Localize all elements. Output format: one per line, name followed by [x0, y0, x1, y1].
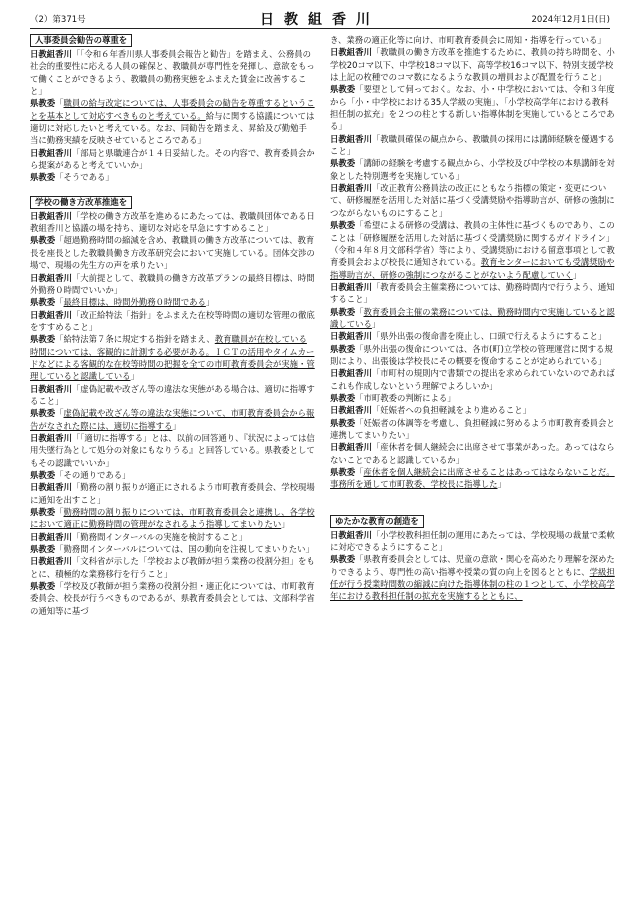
paragraph-text: 「要望として伺っておく。なお、小・中学校においては、令和３年度から「小・中学校における35人学級の実施」、「小学校高学年における教科担任制の拡充」を２つの柱とする新しい指導体制を実施しているところである」 [330, 84, 615, 132]
paragraph-text: 「産休者を個人継続会に出席させて事業があった。あってはならないことであると認識しているか」 [330, 442, 615, 465]
dialogue-paragraph [30, 333, 315, 382]
dialogue-paragraph [330, 343, 615, 368]
dialogue-paragraph [30, 432, 315, 469]
dialogue-paragraph [330, 330, 615, 342]
underlined-answer-text: 虚偽記載や改ざん等の違法な実態について、市町教育委員会から報告がなされた際には、適切に指導する [30, 408, 315, 431]
paragraph-text: 「教育委員会主催業務については、勤務時間内で行うよう、通知すること」 [330, 281, 615, 305]
section-gap [330, 503, 615, 515]
underlined-answer-text: 産休者を個人継続会に出席させることはあってはならないことだ。事務所を通して市町教委、学校長に指導した [330, 467, 615, 490]
speaker-label: 県教委 [30, 507, 56, 518]
dialogue-paragraph [330, 306, 615, 331]
paragraph-text: 「 [355, 467, 364, 478]
paragraph-text: 」 [205, 297, 215, 308]
dialogue-paragraph [30, 309, 315, 334]
paragraph-text: 「県外出張の復命書を廃止し、口頭で行えるようにすること」 [371, 331, 607, 342]
speaker-label: 県教委 [330, 417, 356, 428]
dialogue-paragraph [30, 210, 315, 235]
dialogue-paragraph [30, 580, 315, 617]
speaker-label: 県教委 [330, 306, 356, 317]
speaker-label: 日教組香川 [330, 183, 372, 194]
speaker-label: 日教組香川 [30, 272, 72, 283]
section-heading: 人事委員会勧告の尊重を [30, 34, 132, 47]
underlined-answer-text: 最終目標は、時間外勤務０時間である [63, 297, 206, 308]
paragraph-text: 」 [130, 371, 139, 382]
issue-number: （2）第371号 [30, 15, 86, 25]
dialogue-paragraph [30, 531, 315, 543]
left-column [30, 34, 315, 900]
dialogue-paragraph [30, 97, 315, 146]
speaker-label: 日教組香川 [30, 531, 72, 542]
paragraph-text: 「講師の経験を考慮する観点から、小学校及び中学校の本県講師を対象とした特別選考を実施している」 [330, 158, 615, 181]
paragraph-text: 「 [55, 507, 64, 518]
speaker-label: 日教組香川 [330, 368, 372, 379]
section-heading-row [330, 515, 615, 529]
dialogue-paragraph [330, 133, 615, 158]
speaker-label: 県教委 [330, 220, 356, 231]
dialogue-paragraph [330, 46, 615, 83]
underlined-answer-text: 教育委員会主催の業務については、勤務時間内で実施していると認識している [330, 306, 615, 329]
paragraph-text: 「その通りである」 [55, 470, 131, 480]
paragraph-text: 「「令和６年香川県人事委員会報告と勧告」を踏まえ、公務員の社会的重要性に応える人員の確保と、教職員が専門性を発揮し、意欲をもって働くことができるよう、教職員の勤務実態をふまえた賃金に改善すること」 [30, 49, 315, 97]
paragraph-text: 「「適切に指導する」とは、以前の回答通り、『状況によっては信用失墜行為として処分の対象にもなりうる』と回答している。県教委としてもその認識でいいか」 [30, 432, 315, 468]
speaker-label: 日教組香川 [330, 529, 372, 540]
page-header [30, 10, 610, 29]
speaker-label: 県教委 [30, 98, 56, 109]
speaker-label: 県教委 [30, 334, 56, 345]
continued-paragraph [330, 34, 615, 46]
paragraph-text: 「文科省が示した「学校および教師が担う業務の役割分担」をもとに、積極的な業務移行を行うこと」 [30, 556, 315, 579]
dialogue-paragraph [30, 296, 315, 308]
speaker-label: 県教委 [330, 467, 356, 478]
dialogue-paragraph [330, 441, 615, 466]
newspaper-title: 日教組香川 [260, 12, 380, 28]
paragraph-text: 「希望による研修の受講は、教員の主体性に基づくものであり、このことは「研修履歴を活用した対話に基づく受講奨励に関するガイドライン」（令和４年８月文部科学省）等により、受講奨励における留意事項として教育委員会および校長に通知されている。 [330, 220, 615, 268]
dialogue-paragraph [330, 529, 615, 554]
paragraph-text: 「勤務間インターバルについては、国の動向を注視してまいりたい」 [55, 544, 314, 555]
speaker-label: 日教組香川 [330, 47, 372, 58]
paragraph-text: 」 [371, 318, 381, 329]
dialogue-paragraph [30, 147, 315, 172]
paragraph-text: 給与に関する協議については適切に対応したいと考えている。なお、同勧告を踏まえ、昇給及び勤勉手当に勤務実績を反映させているところである」 [30, 110, 315, 146]
paragraph-text: 「そうである」 [55, 172, 114, 183]
dialogue-paragraph [30, 555, 315, 580]
paragraph-text: 「小学校教科担任制の運用にあたっては、学校現場の裁量で柔軟に対応できるようにすること」 [330, 529, 615, 553]
dialogue-paragraph [330, 404, 615, 416]
speaker-label: 日教組香川 [30, 556, 72, 567]
paragraph-text: 「県教育委員会としては、児童の意欲・関心を高めたり理解を深めたりできるよう、専門性の高い指導や授業の質の向上を図るとともに、 [330, 554, 615, 577]
speaker-label: 日教組香川 [30, 432, 72, 443]
dialogue-paragraph [30, 48, 315, 97]
paragraph-text: 「 [355, 306, 364, 317]
speaker-label: 日教組香川 [30, 147, 72, 158]
speaker-label: 日教組香川 [30, 49, 72, 59]
paragraph-text: 「給特法第７条に規定する指針を踏まえ、 [55, 334, 215, 345]
paragraph-text: 「市町教委の判断による」 [355, 392, 456, 403]
section-gap [330, 491, 615, 503]
paragraph-text: 「超過勤務時間の縮減を含め、教職員の働き方改革については、教育長を座長とした教職員働き方改革研究会において実施している。団体交渉の場で、現場の先生方の声を承りたい」 [30, 235, 315, 271]
paragraph-text: 「妊娠者の体調等を考慮し、負担軽減に努めるよう市町教育委員会と連携してまいりたい」 [330, 417, 615, 440]
paragraph-text: き、業務の適正化等に向け、市町教育委員会に周知・指導を行っている」 [330, 35, 606, 45]
paragraph-text: 「 [55, 297, 64, 308]
dialogue-paragraph [330, 367, 615, 392]
paragraph-text: 「改正教育公務員法の改正にともなう指標の策定・変更について、研修履歴を活用した対話に基づく受講奨励や指導助言が、研修の強制につながらないものにすること」 [330, 183, 615, 218]
speaker-label: 日教組香川 [30, 309, 72, 320]
dialogue-paragraph [30, 171, 315, 183]
section-heading-row [30, 34, 315, 48]
speaker-label: 県教委 [330, 392, 356, 403]
paragraph-text: 「勤務間インターバルの実施を検討すること」 [71, 531, 247, 542]
paragraph-text: 「県外出張の復命については、各市(町)立学校の管理運営に関する規則により、出張後は学校長にその概要を復命することが定められている」 [330, 343, 613, 366]
paragraph-text: 「勤務の割り振りが適正にされるよう市町教育委員会、学校現場に通知を出すこと」 [30, 482, 315, 505]
paragraph-text: 「教職員確保の観点から、教職員の採用には講師経験を優遇すること」 [330, 133, 615, 157]
dialogue-paragraph [330, 219, 615, 281]
speaker-label: 県教委 [30, 297, 56, 308]
paragraph-text: 「学校の働き方改革を進めるにあたっては、教職員団体である日教組香川と協議の場を持ち、適切な対応を早急にすすめること」 [30, 210, 315, 234]
paragraph-text: 「大前提として、教職員の働き方改革プランの最終目標は、時間外勤務０時間でいいか」 [30, 272, 315, 295]
dialogue-paragraph [330, 417, 615, 442]
dialogue-paragraph [30, 407, 315, 432]
paragraph-text: 「学校及び教師が担う業務の役割分担・適正化については、市町教育委員会、校長が行うべきものであるが、県教育委員会としては、文部科学省の通知等に基づ [30, 581, 315, 616]
speaker-label: 日教組香川 [30, 482, 72, 493]
speaker-label: 県教委 [30, 581, 56, 592]
dialogue-paragraph [30, 481, 315, 506]
dialogue-paragraph [30, 543, 315, 555]
speaker-label: 日教組香川 [330, 405, 372, 416]
dialogue-paragraph [330, 83, 615, 132]
speaker-label: 県教委 [330, 554, 356, 565]
right-column [330, 34, 615, 900]
paragraph-text: 「改正給特法「指針」をふまえた在校等時間の適切な管理の徹底をすすめること」 [30, 309, 315, 332]
speaker-label: 県教委 [30, 235, 56, 246]
underlined-answer-text: 学級担任が行う授業時間数の縮減に向けた指導体制の柱の１つとして、小学校高学年における教科担任制の拡充を実施するとともに、 [330, 566, 615, 602]
speaker-label: 県教委 [330, 84, 356, 95]
speaker-label: 日教組香川 [30, 210, 72, 221]
speaker-label: 県教委 [30, 544, 56, 555]
dialogue-paragraph [30, 506, 315, 531]
paragraph-text: 「妊娠者への負担軽減をより進めること」 [371, 405, 531, 416]
speaker-label: 日教組香川 [30, 383, 72, 394]
speaker-label: 県教委 [330, 343, 356, 354]
dialogue-paragraph [30, 469, 315, 481]
speaker-label: 日教組香川 [330, 133, 372, 144]
speaker-label: 日教組香川 [330, 442, 372, 453]
speaker-label: 県教委 [30, 172, 56, 183]
paragraph-text: 」 [497, 479, 506, 490]
issue-date: 2024年12月1日(日) [531, 15, 610, 25]
paragraph-text: 「 [55, 408, 64, 419]
paragraph-text: 「虚偽記載や改ざん等の違法な実態がある場合は、適切に指導すること」 [30, 383, 315, 406]
section-heading-row [30, 196, 315, 210]
section-heading: 学校の働き方改革推進を [30, 196, 132, 209]
paragraph-text: 」 [281, 519, 290, 530]
dialogue-paragraph [330, 466, 615, 491]
underlined-answer-text: 教育センターにおいても受講奨励や指導助言が、研修の強制につながることがないよう配慮していく [330, 257, 615, 280]
paragraph-text: 「市町村の規則内で書類での提出を求められていないのであればこれも作成しないという理解でよろしいか」 [330, 368, 615, 391]
speaker-label: 県教委 [30, 470, 56, 480]
underlined-answer-text: 勤務時間の割り振りについては、市町教育委員会と連携し、各学校において適正に勤務時間の管理がなされるよう指導してまいりたい [30, 507, 315, 530]
paragraph-text: 」 [172, 420, 181, 431]
section-heading: ゆたかな教育の創造を [330, 515, 424, 528]
dialogue-paragraph [330, 182, 615, 219]
dialogue-paragraph [330, 553, 615, 602]
dialogue-paragraph [330, 281, 615, 306]
speaker-label: 日教組香川 [330, 331, 372, 342]
paragraph-text: 「教職員の働き方改革を推進するために、教員の持ち時間を、小学校20コマ以下、中学校18コマ以下、高等学校16コマ以下、特別支援学校は上記の枚種でのコマ数になるような教員の増員および配置を行うこと」 [330, 47, 615, 83]
speaker-label: 日教組香川 [330, 281, 372, 292]
paragraph-text: 「部局と県職連合が１４日妥結した。その内容で、教育委員会から提案があると考えていいか」 [30, 147, 315, 171]
dialogue-paragraph [30, 234, 315, 271]
dialogue-paragraph [30, 383, 315, 408]
speaker-label: 県教委 [330, 158, 356, 169]
dialogue-paragraph [330, 392, 615, 404]
dialogue-paragraph [330, 157, 615, 182]
underlined-answer-text: 教育職員が在校している時間については、客観的に計測する必要がある。ＩＣＴの活用やタイムカードなどによる客観的な在校等時間の把握を全ての市町教育委員会が実施・管理していると認識している [30, 334, 315, 382]
speaker-label: 県教委 [30, 408, 56, 419]
underlined-answer-text: 職員の給与改定については、人事委員会の勧告を尊重するということを基本として対応すべきものと考えている。 [30, 98, 315, 121]
section-gap [30, 184, 315, 196]
paragraph-text: 「 [55, 98, 64, 109]
dialogue-paragraph [30, 272, 315, 297]
paragraph-text: 」 [572, 269, 582, 280]
